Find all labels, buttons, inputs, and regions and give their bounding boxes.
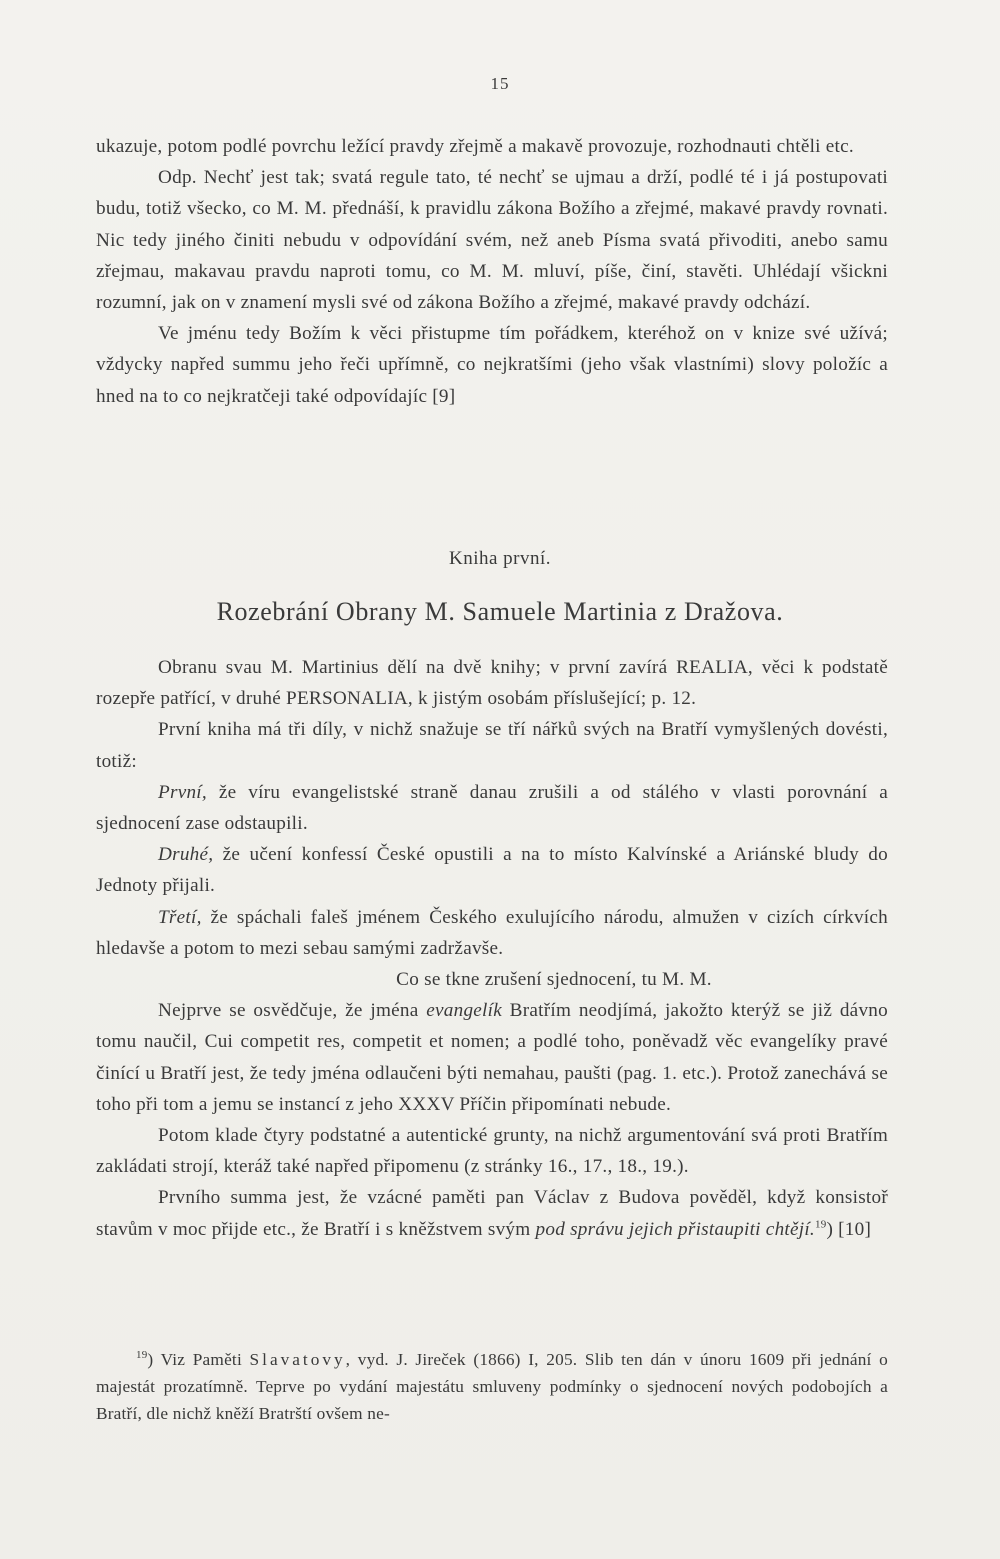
footnote	[96, 1346, 888, 1427]
book-heading: Kniha první.	[448, 548, 552, 569]
footnote-reference: 19	[814, 1218, 827, 1231]
paragraph-text: ) [10]	[826, 1218, 872, 1240]
italic-lead: Druhé,	[158, 844, 214, 866]
paragraph-text: že víru evangelistské straně danau zrušili a od stálého v vlasti porovnání a sjednocení zase odstaupili.	[96, 781, 888, 835]
paragraph: Odp. Nechť jest tak; svatá regule tato, té nechť se ujmau a drží, podlé té i já postupovati budu, totiž všecko, co M. M. přednáší, k pravidlu zákona Božího a zřejmé, makavé pravdy rovnati. Nic tedy jiného činiti nebudu v odpovídání svém, než aneb Písma svatá přivoditi, anebo samu zřejmau, makavau pravdu naproti tomu, co M. M. mluví, píše, činí, stavěti. Uhlédají všickni rozumní, jak on v znamení mysli své od zákona Božího a zřejmé, makavé pravdy odchází.	[96, 167, 888, 314]
paragraph: Ve jménu tedy Božím k věci přistupme tím pořádkem, kteréhož on v knize své užívá; vždycky napřed summu jeho řeči upřímně, co nejkratšími (jeho však vlastními) slovy položíc a hned na to co nejkratčeji také odpovídajíc [9]	[96, 323, 888, 407]
paragraph	[96, 777, 888, 839]
footnote-text: ) Viz Paměti	[147, 1350, 250, 1369]
paragraph: První kniha má tři díly, v nichž snažuje se tří nářků svých na Bratří vymyšlených dovésti, totiž:	[96, 719, 888, 772]
italic-lead: První,	[158, 781, 207, 803]
italic-term: evangelík	[426, 1000, 502, 1022]
paragraph-text: Nejprve se osvědčuje, že jména	[158, 1000, 427, 1022]
italic-lead: Třetí,	[158, 906, 202, 928]
intro-text-block	[96, 131, 888, 412]
paragraph-text: Bratřím neodjímá, jakožto kterýž se již dávno tomu naučil, Cui competit res, competit et nomen; a podlé toho, poněvadž věc evangelíky pravé činící u Bratří jest, že tedy jména odlaučeni býti nemahau, paušti (pag. 1. etc.). Protož zanechává se toho při tom a jemu se instancí z jeho XXXV Příčin připomínati nebude.	[96, 1000, 888, 1115]
paragraph: Obranu svau M. Martinius dělí na dvě knihy; v první zavírá REALIA, věci k podstatě rozepře patřící, v druhé PERSONALIA, k jistým osobám příslušející; p. 12.	[96, 657, 888, 710]
page-number: 15	[490, 74, 510, 93]
section-heading: Rozebrání Obrany M. Samuele Martinia z Dražova.	[216, 597, 784, 626]
main-text-block	[96, 652, 888, 1245]
paragraph-text: že spáchali faleš jménem Českého exulujícího národu, almužen v cizích církvích hledavše a potom to mezi sebau samými zadržavše.	[96, 906, 888, 959]
paragraph-text: Prvního summa jest, že vzácné paměti pan Václav z Budova pověděl, když konsistoř stavům v moc přijde etc., že Bratří i s kněžstvem svým	[96, 1187, 888, 1240]
footnote-marker: 19	[136, 1349, 148, 1362]
paragraph	[96, 839, 888, 901]
paragraph: ukazuje, potom podlé povrchu ležící pravdy zřejmě a makavě provozuje, rozhodnauti chtěli etc.	[96, 136, 854, 157]
subheading: Co se tkne zrušení sjednocení, tu M. M.	[396, 969, 712, 991]
footnote-spaced-name: Slavatovy	[249, 1350, 346, 1369]
footnotes	[96, 1346, 888, 1427]
italic-phrase: pod správu jejich přistaupiti chtějí.	[535, 1218, 815, 1240]
paragraph-text: že učení konfessí České opustili a na to místo Kalvínské a Ariánské bludy do Jednoty přijali.	[96, 844, 888, 897]
paragraph	[96, 902, 888, 964]
paragraph: Potom klade čtyry podstatné a autentické grunty, na nichž argumentování svá proti Bratřím zakládati strojí, kteráž také napřed připomenu (z stránky 16., 17., 18., 19.).	[96, 1125, 888, 1178]
footnote-text: , vyd. J. Jireček (1866) I, 205. Slib ten dán v únoru 1609 při jednání o majestát prozatímně. Teprve po vydání majestátu smluveny podmínky o sjednocení nových podobojích a Bratří, dle nichž kněží Bratrští ovšem ne-	[96, 1350, 888, 1423]
paragraph	[96, 1182, 888, 1244]
paragraph	[96, 995, 888, 1120]
